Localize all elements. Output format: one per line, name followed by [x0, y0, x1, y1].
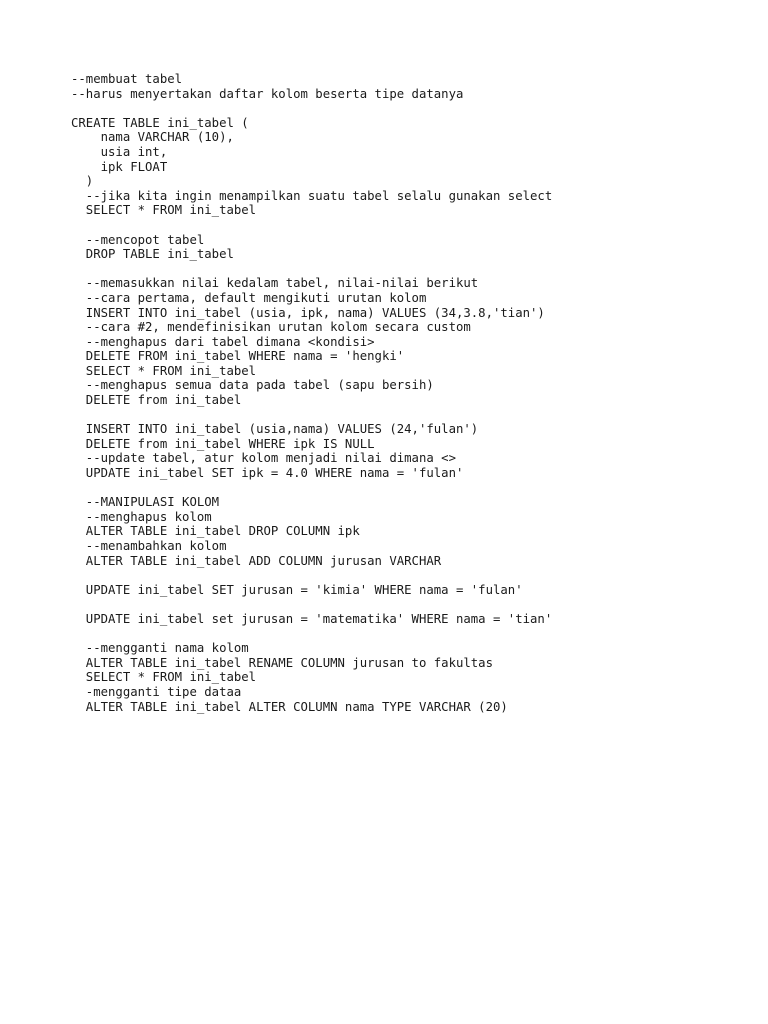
- code-line: --menambahkan kolom: [71, 539, 227, 553]
- blank-line: [71, 218, 552, 233]
- code-line: UPDATE ini_tabel SET ipk = 4.0 WHERE nama = 'fulan': [71, 466, 464, 481]
- code-line: --menghapus kolom: [71, 509, 212, 524]
- blank-line: [71, 627, 552, 642]
- code-line: ): [71, 174, 94, 189]
- blank-line: [71, 481, 552, 496]
- code-line: DELETE FROM ini_tabel WHERE nama = 'hengki': [71, 349, 405, 364]
- code-line: --MANIPULASI KOLOM: [71, 495, 220, 510]
- code-line: SELECT * FROM ini_tabel: [71, 670, 257, 685]
- code-line: --mencopot tabel: [71, 232, 205, 247]
- code-line: DELETE from ini_tabel WHERE ipk IS NULL: [71, 436, 375, 451]
- code-line: ALTER TABLE ini_tabel ADD COLUMN jurusan VARCHAR: [71, 553, 442, 568]
- code-line: INSERT INTO ini_tabel (usia, ipk, nama) VALUES (34,3.8,'tian'): [71, 305, 545, 320]
- code-line: SELECT * FROM ini_tabel: [71, 203, 257, 218]
- code-line: ALTER TABLE ini_tabel ALTER COLUMN nama TYPE VARCHAR (20): [71, 699, 508, 714]
- sql-code-block: [71, 72, 552, 714]
- blank-line: [71, 597, 552, 612]
- code-line: DELETE from ini_tabel: [71, 393, 242, 408]
- blank-line: [71, 408, 552, 423]
- code-line: DROP TABLE ini_tabel: [71, 247, 234, 262]
- code-line: ALTER TABLE ini_tabel RENAME COLUMN jurusan to fakultas: [71, 655, 493, 670]
- code-line: --cara pertama, default mengikuti urutan kolom: [71, 290, 427, 305]
- code-line: --mengganti nama kolom: [71, 641, 249, 656]
- code-line: --harus menyertakan daftar kolom beserta tipe datanya: [71, 86, 464, 101]
- code-line: --jika kita ingin menampilkan suatu tabel selalu gunakan select: [71, 188, 553, 203]
- blank-line: [71, 262, 552, 277]
- code-line: nama VARCHAR (10),: [71, 130, 234, 145]
- blank-line: [71, 568, 552, 583]
- code-line: UPDATE ini_tabel SET jurusan = 'kimia' WHERE nama = 'fulan': [71, 582, 523, 597]
- code-line: CREATE TABLE ini_tabel (: [71, 115, 249, 130]
- code-line: --memasukkan nilai kedalam tabel, nilai-nilai berikut: [71, 276, 479, 291]
- code-line: --cara #2, mendefinisikan urutan kolom secara custom: [71, 320, 471, 335]
- code-line: UPDATE ini_tabel set jurusan = 'matematika' WHERE nama = 'tian': [71, 611, 553, 626]
- blank-line: [71, 101, 552, 116]
- code-line: SELECT * FROM ini_tabel: [71, 363, 257, 378]
- code-line: usia int,: [71, 144, 168, 159]
- code-line: --menghapus dari tabel dimana <kondisi>: [71, 334, 375, 349]
- code-line: INSERT INTO ini_tabel (usia,nama) VALUES (24,'fulan'): [71, 422, 479, 437]
- code-line: -mengganti tipe dataa: [71, 684, 242, 699]
- code-line: --membuat tabel: [71, 72, 183, 86]
- code-line: ipk FLOAT: [71, 159, 168, 174]
- code-line: --menghapus semua data pada tabel (sapu bersih): [71, 378, 434, 393]
- code-line: --update tabel, atur kolom menjadi nilai dimana <>: [71, 451, 456, 466]
- code-line: ALTER TABLE ini_tabel DROP COLUMN ipk: [71, 524, 360, 539]
